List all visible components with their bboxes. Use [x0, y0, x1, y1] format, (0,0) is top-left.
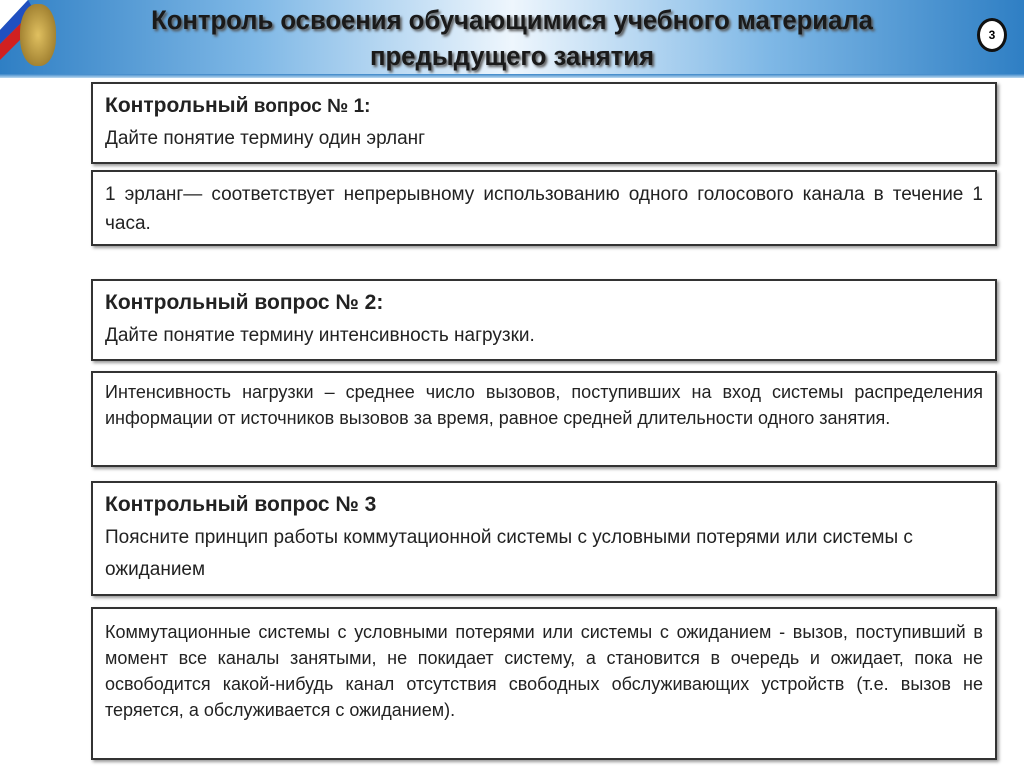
question-text: Поясните принцип работы коммутационной системы с условными потерями или системы с ожиданием	[105, 527, 913, 580]
answer-text: Коммутационные системы с условными потерями или системы с ожиданием - вызов, поступивший в момент все каналы занятыми, не покидает систему, а становится в очередь и ожидает, пока не освободится какой-нибудь канал отсутствия свободных обслуживающих устройств (т.е. вызов не теряется, а обслуживается с ожиданием).	[105, 622, 983, 720]
answer-text: 1 эрланг— соответствует непрерывному использованию одного голосового канала в течение 1 часа.	[105, 184, 983, 234]
answer-text: Интенсивность нагрузки – среднее число вызовов, поступивших на вход системы распределения информации от источников вызовов за время, равное средней длительности одного занятия.	[105, 382, 983, 428]
question-heading: Контрольный	[105, 94, 249, 117]
question-heading: Контрольный вопрос № 3	[105, 493, 377, 516]
question-1-box	[91, 82, 997, 164]
question-heading: Контрольный вопрос № 2:	[105, 291, 384, 314]
question-text: Дайте понятие термину интенсивность нагрузки.	[105, 325, 535, 346]
slide-title: Контроль освоения обучающимися учебного материала предыдущего занятия	[151, 5, 873, 71]
answer-1-box	[91, 170, 997, 246]
emblem-logo	[20, 4, 56, 66]
answer-3-box	[91, 607, 997, 760]
page-number: 3	[977, 18, 1007, 52]
question-heading-rest: вопрос № 1:	[248, 96, 371, 117]
question-2-box	[91, 279, 997, 361]
slide-header	[0, 0, 1024, 74]
answer-2-box	[91, 371, 997, 467]
question-3-box	[91, 481, 997, 596]
question-text: Дайте понятие термину один эрланг	[105, 128, 426, 149]
